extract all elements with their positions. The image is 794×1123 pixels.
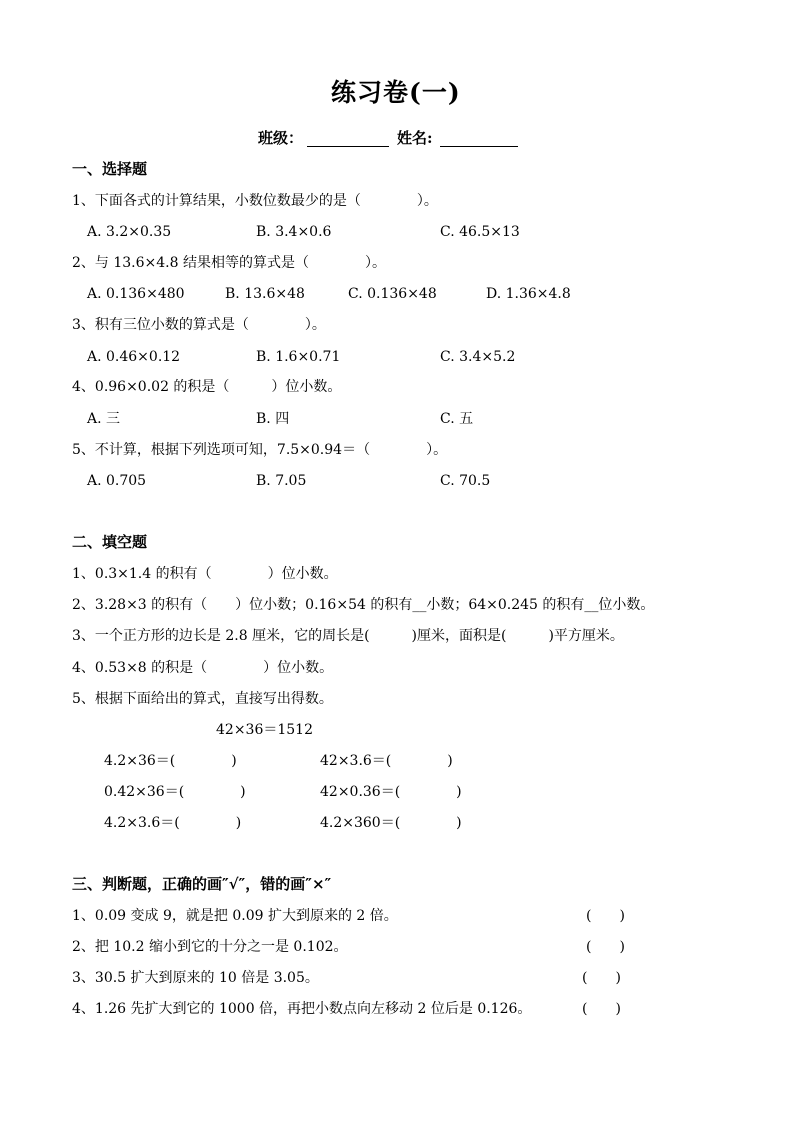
option: B. 3.4×0.6 [256,224,332,240]
class-field[interactable] [307,131,389,147]
section-heading-judge: 三、判断题，正确的画″√″，错的画″×″ [72,875,332,893]
fill-item: 1、0.3×1.4 的积有（ ）位小数。 [72,566,338,582]
fill-item: 2、3.28×3 的积有（ ）位小数；0.16×54 的积有__小数；64×0.245 的积有__位小数。 [72,597,655,613]
section-heading-fill: 二、填空题 [72,533,148,551]
page-title: 练习卷(一) [331,78,461,107]
option: C. 3.4×5.2 [440,349,516,365]
calc-item: 4.2×360＝( ) [320,815,462,831]
fill-item: 5、根据下面给出的算式，直接写出得数。 [72,691,333,707]
judge-item: 2、把 10.2 缩小到它的十分之一是 0.102。 [72,939,348,955]
name-field[interactable] [440,131,518,147]
answer-bracket[interactable]: ( ) [582,970,621,986]
calc-item: 4.2×36＝( ) [104,753,237,769]
judge-item: 1、0.09 变成 9，就是把 0.09 扩大到原来的 2 倍。 [72,908,398,924]
calc-item: 42×0.36＝( ) [320,784,462,800]
name-label: 姓名: [397,129,433,147]
fill-item: 3、一个正方形的边长是 2.8 厘米，它的周长是( )厘米，面积是( )平方厘米。 [72,628,624,644]
question-stem: 2、与 13.6×4.8 结果相等的算式是（ ）。 [72,255,386,271]
calc-item: 0.42×36＝( ) [104,784,246,800]
option: D. 1.36×4.8 [486,286,571,302]
option: A. 3.2×0.35 [87,224,172,240]
answer-bracket[interactable]: ( ) [586,939,625,955]
option: A. 0.705 [87,473,147,489]
section-heading-choice: 一、选择题 [72,160,148,178]
option: A. 三 [87,411,121,427]
option: B. 1.6×0.71 [256,349,341,365]
judge-item: 4、1.26 先扩大到它的 1000 倍，再把小数点向左移动 2 位后是 0.126。 [72,1001,532,1017]
answer-bracket[interactable]: ( ) [582,1001,621,1017]
fill-item: 4、0.53×8 的积是（ ）位小数。 [72,660,334,676]
question-stem: 3、积有三位小数的算式是（ ）。 [72,317,326,333]
option: B. 13.6×48 [225,286,305,302]
calc-item: 42×3.6＝( ) [320,753,453,769]
answer-bracket[interactable]: ( ) [586,908,625,924]
option: B. 四 [256,411,290,427]
option: C. 0.136×48 [348,286,437,302]
option: B. 7.05 [256,473,307,489]
option: A. 0.136×480 [87,286,185,302]
option: C. 70.5 [440,473,491,489]
option: C. 五 [440,411,474,427]
option: A. 0.46×0.12 [87,349,181,365]
calc-item: 4.2×3.6＝( ) [104,815,242,831]
question-stem: 5、不计算，根据下列选项可知，7.5×0.94＝（ ）。 [72,442,448,458]
question-stem: 1、下面各式的计算结果，小数位数最少的是（ ）。 [72,193,438,209]
class-label: 班级： [258,129,304,147]
option: C. 46.5×13 [440,224,520,240]
given-equation: 42×36＝1512 [216,722,313,738]
judge-item: 3、30.5 扩大到原来的 10 倍是 3.05。 [72,970,319,986]
question-stem: 4、0.96×0.02 的积是（ ）位小数。 [72,379,342,395]
